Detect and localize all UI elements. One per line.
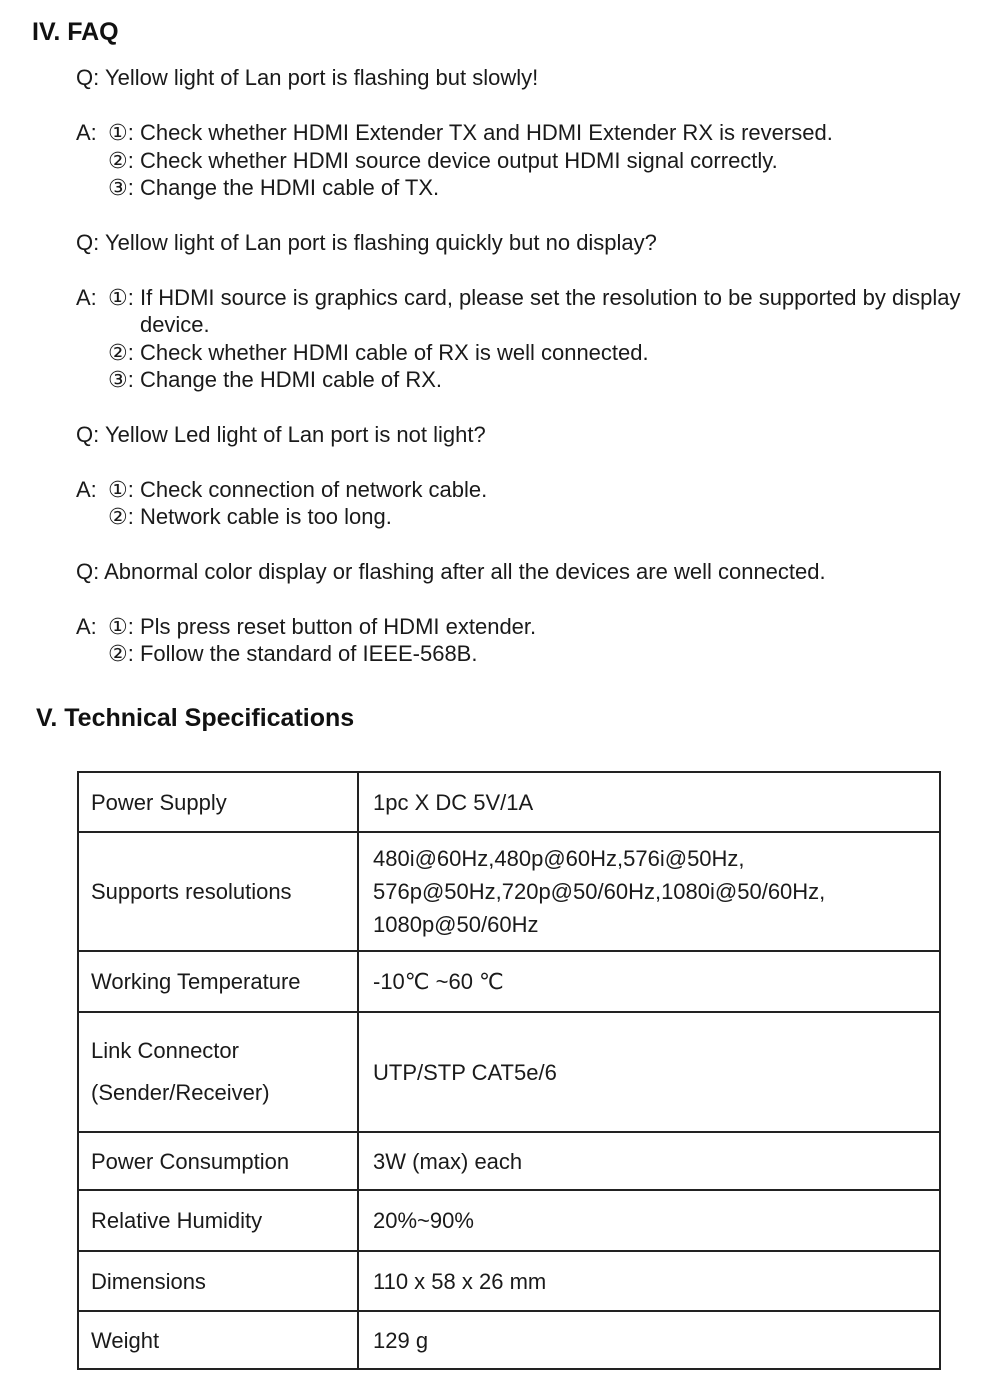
spec-value: 1pc X DC 5V/1A [358,772,940,832]
answer-line [76,366,976,394]
answer-prefix: A: [76,476,97,502]
spec-label: Weight [78,1311,358,1369]
table-row [78,1190,940,1251]
faq-question: Q: Yellow light of Lan port is flashing but slowly! [76,65,539,90]
faq-item [76,64,976,202]
faq-question: Q: Abnormal color display or flashing after all the devices are well connected. [76,558,826,584]
answer-text: Check whether HDMI cable of RX is well connected. [139,339,649,365]
table-row [78,1311,940,1369]
spec-value: 480i@60Hz,480p@60Hz,576i@50Hz, 576p@50Hz,720p@50/60Hz,1080i@50/60Hz, 1080p@50/60Hz [358,832,940,951]
answer-number: ①: [108,120,140,145]
answer-line [76,119,976,147]
answer-text: Check whether HDMI source device output HDMI signal correctly. [139,147,778,173]
answer-prefix: A: [76,120,97,145]
spec-label: Dimensions [78,1251,358,1311]
table-row [78,951,940,1012]
faq-answer [76,613,976,668]
answer-number: ③: [108,367,140,392]
answer-text: Check whether HDMI Extender TX and HDMI Extender RX is reversed. [139,120,833,145]
answer-number: ①: [108,284,140,310]
spec-value: 20%~90% [358,1190,940,1251]
answer-line [76,284,976,339]
answer-text: Follow the standard of IEEE-568B. [139,641,478,666]
spec-value: 3W (max) each [358,1132,940,1190]
answer-prefix: A: [76,613,97,639]
spec-label: Link Connector (Sender/Receiver) [78,1012,358,1132]
answer-number: ②: [108,641,140,666]
faq-list [76,64,976,695]
answer-line [76,640,976,668]
faq-question: Q: Yellow light of Lan port is flashing quickly but no display? [76,229,657,255]
answer-text: Network cable is too long. [139,504,392,529]
spec-value: 110 x 58 x 26 mm [358,1251,940,1311]
answer-number: ①: [108,476,140,502]
answer-number: ②: [108,504,140,529]
table-row [78,1132,940,1190]
faq-section-title: IV. FAQ [32,18,119,46]
answer-line [76,613,976,641]
answer-text: If HDMI source is graphics card, please set the resolution to be supported by display device. [139,284,961,337]
answer-number: ③: [108,175,140,200]
spec-label: Power Supply [78,772,358,832]
spec-label: Relative Humidity [78,1190,358,1251]
answer-text: Change the HDMI cable of TX. [139,175,440,200]
table-row [78,832,940,951]
answer-number: ②: [108,147,140,173]
specs-section-title: V. Technical Specifications [36,704,355,732]
answer-number: ①: [108,613,140,639]
table-row [78,1012,940,1132]
faq-item [76,229,976,394]
spec-label: Working Temperature [78,951,358,1012]
answer-number: ②: [108,339,140,365]
faq-item [76,421,976,531]
answer-line [76,339,976,367]
table-row [78,1251,940,1311]
answer-line [76,476,976,504]
faq-answer [76,284,976,394]
faq-item [76,558,976,668]
answer-line [76,503,976,531]
answer-line [76,174,976,202]
answer-text: Change the HDMI cable of RX. [139,367,442,392]
table-row [78,772,940,832]
faq-answer [76,119,976,202]
spec-value: -10℃ ~60 ℃ [358,951,940,1012]
spec-value: UTP/STP CAT5e/6 [358,1012,940,1132]
answer-text: Check connection of network cable. [139,476,488,502]
spec-label: Power Consumption [78,1132,358,1190]
answer-line [76,147,976,175]
spec-label: Supports resolutions [78,832,358,951]
answer-prefix: A: [76,284,97,310]
answer-text: Pls press reset button of HDMI extender. [139,613,537,639]
faq-answer [76,476,976,531]
spec-value: 129 g [358,1311,940,1369]
specs-table [77,771,941,1370]
faq-question: Q: Yellow Led light of Lan port is not light? [76,421,486,447]
